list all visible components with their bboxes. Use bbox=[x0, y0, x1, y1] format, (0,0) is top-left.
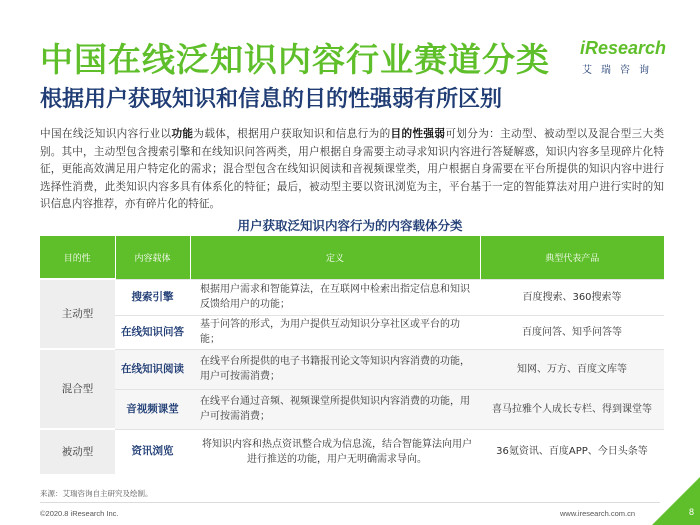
page-number: 8 bbox=[688, 507, 694, 517]
products-cell: 36氪资讯、百度APP、今日头条等 bbox=[480, 429, 664, 474]
carrier-cell: 音视频课堂 bbox=[115, 389, 190, 429]
table-header-row bbox=[40, 236, 664, 279]
table-title: 用户获取泛知识内容行为的内容载体分类 bbox=[237, 218, 463, 233]
definition-cell: 根据用户需求和智能算法，在互联网中检索出指定信息和知识反馈给用户的功能； bbox=[190, 279, 480, 315]
header-definition: 定义 bbox=[190, 236, 480, 279]
purpose-cell: 混合型 bbox=[40, 349, 115, 429]
carrier-cell: 在线知识问答 bbox=[115, 315, 190, 349]
table-row bbox=[40, 389, 664, 429]
intro-text-3: 可划分为：主动型、被动型以及混合型三大类别。其中，主动型包含搜索引擎和在线知识问答两类，用户根据自身需要主动寻求知识内容进行答疑解惑，知识内容多呈现碎片化特征，更能高效满足用户特定化的需求；混合型包含在线知识阅读和音视频课堂类，用户根据自身需要在平台所提供的知识内容中进行选择性消费，此类知识内容多具有体系化的特征；最后，被动型主要以资讯浏览为主，平台基于一定的智能算法对用户进行实时的知识信息内容推荐，亦有碎片化的特征。 bbox=[40, 128, 665, 211]
intro-bold-2: 目的性强弱 bbox=[390, 128, 446, 140]
intro-text-1: 中国在线泛知识内容行业以 bbox=[40, 128, 172, 140]
definition-cell: 基于问答的形式，为用户提供互动知识分享社区或平台的功能； bbox=[190, 315, 480, 349]
table-row bbox=[40, 349, 664, 389]
page-title: 中国在线泛知识内容行业赛道分类 bbox=[40, 40, 550, 79]
products-cell: 百度搜索、360搜索等 bbox=[480, 279, 664, 315]
purpose-cell: 主动型 bbox=[40, 279, 115, 349]
header-carrier: 内容载体 bbox=[115, 236, 190, 279]
classification-table bbox=[40, 236, 664, 474]
page-subtitle: 根据用户获取知识和信息的目的性强弱有所区别 bbox=[40, 87, 503, 112]
intro-bold-1: 功能 bbox=[171, 128, 194, 140]
products-cell: 百度问答、知乎问答等 bbox=[480, 315, 664, 349]
iresearch-logo bbox=[580, 38, 670, 76]
website-link[interactable]: www.iresearch.com.cn bbox=[560, 509, 636, 518]
table-row bbox=[40, 429, 664, 474]
footer-divider bbox=[40, 502, 660, 503]
table-row bbox=[40, 315, 664, 349]
table-row bbox=[40, 279, 664, 315]
products-cell: 知网、万方、百度文库等 bbox=[480, 349, 664, 389]
header-purpose: 目的性 bbox=[40, 236, 115, 279]
header-products: 典型代表产品 bbox=[480, 236, 664, 279]
intro-paragraph bbox=[40, 126, 664, 214]
purpose-cell: 被动型 bbox=[40, 429, 115, 474]
carrier-cell: 资讯浏览 bbox=[115, 429, 190, 474]
carrier-cell: 搜索引擎 bbox=[115, 279, 190, 315]
copyright-text: ©2020.8 iResearch Inc. bbox=[40, 509, 119, 518]
definition-cell: 在线平台所提供的电子书籍报刊论文等知识内容消费的功能，用户可按需消费； bbox=[190, 349, 480, 389]
source-note: 来源：艾瑞咨询自主研究及绘制。 bbox=[40, 489, 153, 498]
logo-subtitle: 艾瑞咨询 bbox=[582, 65, 658, 76]
intro-text-2: 为载体，根据用户获取知识和信息行为的 bbox=[193, 128, 391, 140]
logo-brand: iResearch bbox=[580, 38, 667, 58]
definition-cell: 将知识内容和热点资讯整合成为信息流，结合智能算法向用户进行推送的功能，用户无明确需求导向。 bbox=[190, 429, 480, 474]
products-cell: 喜马拉雅个人成长专栏、得到课堂等 bbox=[480, 389, 664, 429]
definition-cell: 在线平台通过音频、视频课堂所提供知识内容消费的功能，用户可按需消费； bbox=[190, 389, 480, 429]
carrier-cell: 在线知识阅读 bbox=[115, 349, 190, 389]
corner-triangle bbox=[652, 477, 700, 525]
